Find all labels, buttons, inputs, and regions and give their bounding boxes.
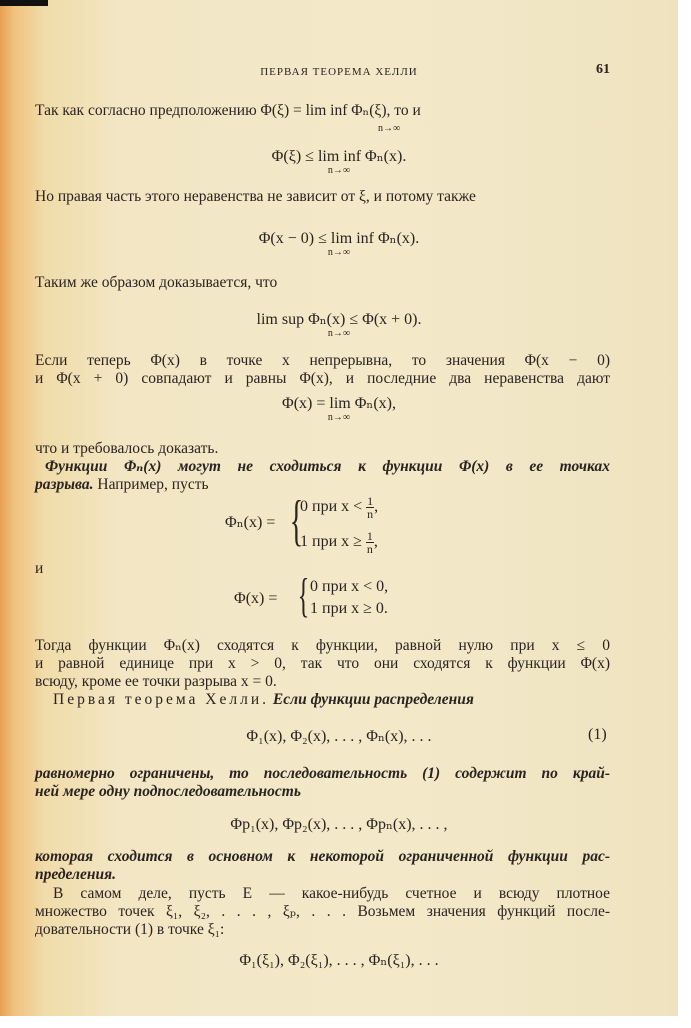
italic-line: Функции Φₙ(x) могут не сходиться к функции Φ(x) в ее точках [45, 458, 610, 475]
case-text: 1 при x ≥ [300, 533, 362, 551]
formula: Φ₁(x), Φ₂(x), . . . , Φₙ(x), . . . [246, 728, 432, 745]
italic-line: пределения. [35, 866, 116, 883]
limit-subscript: n→∞ [327, 165, 351, 176]
fraction [366, 530, 374, 555]
brace: { [289, 490, 304, 552]
case-row [300, 530, 378, 555]
piecewise-lhs: Φ(x) = [234, 590, 278, 607]
formula: Φp₁(x), Φp₂(x), . . . , Φpₙ(x), . . . , [230, 816, 448, 833]
text: Например, пусть [93, 476, 209, 493]
page-number: 61 [596, 62, 610, 77]
piecewise-lhs: Φₙ(x) = [225, 514, 276, 531]
paragraph-line: В самом деле, пусть E — какое-нибудь счетное и всюду плотное [53, 885, 610, 902]
fraction [366, 495, 374, 520]
paragraph-line: и равной единице при x > 0, так что они сходятся к функции Φ(x) [35, 655, 610, 672]
case-text: 0 при x < [300, 498, 363, 516]
formula [0, 146, 678, 176]
equation-number: (1) [588, 726, 607, 743]
case-text: 1 при x ≥ 0. [310, 600, 388, 617]
italic-line: ней мере одну подпоследовательность [35, 783, 301, 800]
formula: Φ₁(ξ₁), Φ₂(ξ₁), . . . , Φₙ(ξ₁), . . . [239, 952, 439, 969]
paragraph-line: Таким же образом доказывается, что [35, 274, 278, 291]
formula [0, 228, 678, 258]
limit-subscript: n→∞ [378, 123, 401, 134]
case-text: 0 при x < 0, [310, 578, 389, 595]
italic-text: Если функции распределения [272, 691, 474, 708]
formula-text: lim sup Φₙ(x) ≤ Φ(x + 0). [256, 311, 422, 328]
formula [0, 309, 678, 339]
limit-subscript: n→∞ [327, 412, 351, 423]
paragraph-line: и Φ(x + 0) совпадают и равны Φ(x), и последние два неравенства дают [35, 370, 610, 387]
formula-text: Φ(x) = lim Φₙ(x), [282, 395, 396, 412]
italic-text: разрыва. [35, 476, 94, 493]
paragraph-line: и [35, 560, 44, 577]
formula [0, 393, 678, 423]
paragraph-line [35, 476, 610, 494]
formula-text: Φ(ξ) ≤ lim inf Φₙ(x). [271, 148, 407, 165]
paragraph-line: множество точек ξ₁, ξ₂, . . . , ξₚ, . . . Возьмем значения функций после- [35, 903, 610, 920]
paragraph-line: довательности (1) в точке ξ₁: [35, 921, 225, 938]
comma: , [374, 498, 379, 516]
paragraph-line: Так как согласно предположению Φ(ξ) = lim inf Φₙ(ξ), то и [35, 102, 421, 119]
numerator: 1 [366, 529, 373, 543]
theorem-name: Первая теорема Хелли. [53, 691, 270, 708]
denominator: n [367, 507, 374, 521]
theorem-heading [35, 691, 628, 709]
formula-text: Φ(x − 0) ≤ lim inf Φₙ(x). [258, 230, 420, 247]
paragraph-line: всюду, кроме ее точки разрыва x = 0. [35, 673, 277, 690]
paragraph-line: Но правая часть этого неравенства не зависит от ξ, и потому также [35, 188, 476, 205]
numerator: 1 [367, 494, 374, 508]
paragraph-line: Если теперь Φ(x) в точке x непрерывна, то значения Φ(x − 0) [35, 352, 610, 369]
case-row [300, 495, 378, 520]
scan-border [0, 0, 48, 6]
brace: { [297, 569, 310, 622]
denominator: n [366, 542, 373, 556]
paragraph-line: что и требовалось доказать. [35, 440, 219, 457]
running-title: ПЕРВАЯ ТЕОРЕМА ХЕЛЛИ [260, 66, 418, 78]
italic-line: которая сходится в основном к некоторой ограниченной функции рас- [35, 848, 610, 865]
limit-subscript: n→∞ [327, 328, 351, 339]
italic-line: равномерно ограничены, то последовательность (1) содержит по край- [35, 765, 610, 782]
comma: , [373, 533, 378, 551]
paragraph-line: Тогда функции Φₙ(x) сходятся к функции, равной нулю при x ≤ 0 [35, 637, 610, 654]
limit-subscript: n→∞ [327, 247, 351, 258]
